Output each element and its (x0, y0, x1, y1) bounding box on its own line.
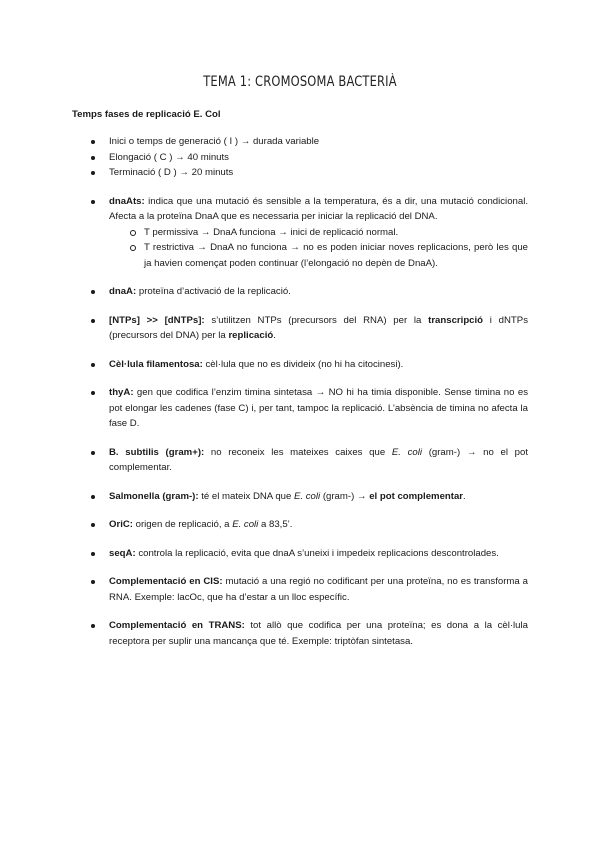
list-item-dnaats (72, 194, 528, 272)
definition: (gram-) → no el pot complementar. (109, 446, 528, 473)
list-item-dnaa (72, 284, 528, 300)
emphasis: replicació (228, 330, 274, 341)
term: thyA: (109, 387, 134, 398)
definition: indica que una mutació és sensible a la temperatura, és a dir, una mutació condicional. Afecta a la proteïna DnaA que es necessaria per iniciar la replicació del DNA. (109, 195, 528, 222)
term: [NTPs] >> [dNTPs]: (109, 314, 205, 326)
term: B. subtilis (gram+): (109, 446, 205, 458)
sub-list-item: T permissiva → DnaA funciona → inici de replicació normal. (109, 225, 528, 241)
term: Salmonella (gram-): (109, 490, 199, 502)
definition: proteïna d’activació de la replicació. (136, 286, 291, 297)
definition: (gram-) → (320, 490, 370, 502)
definition: i dNTPs (precursors del DNA) per la (109, 314, 528, 341)
definition: a 83,5’. (258, 519, 293, 530)
list-item-thya (72, 385, 528, 432)
list-item: Inici o temps de generació ( I ) → durada variable (72, 134, 528, 150)
definition: no reconeix les mateixes caixes que (204, 446, 392, 458)
list-item-cis (72, 574, 528, 605)
list-item: Elongació ( C ) → 40 minuts (72, 150, 528, 166)
species-name: E. coli (391, 446, 423, 458)
emphasis: transcripció (428, 314, 484, 326)
list-item: Terminació ( D ) → 20 minuts (72, 165, 528, 181)
definition: controla la replicació, evita que dnaA s’uneixi i impedeix replicacions descontrolades. (135, 547, 499, 559)
term: OriC: (109, 519, 133, 530)
sub-list-item: T restrictiva → DnaA no funciona → no es poden iniciar noves replicacions, però les que ja havien començat poden continuar (l’elongació no depèn de DnaA). (109, 240, 528, 271)
list-item-trans (72, 618, 528, 649)
definition: origen de replicació, a (132, 519, 233, 530)
definition: s’utilitzen NTPs (precursors del RNA) per la (204, 314, 429, 326)
definition: gen que codifica l’enzim timina sintetasa → NO hi ha timia disponible. Sense timina no es pot elongar les cadenes (fase C) i, per tant, tampoc la replicació. L’absència de timina no afecta la fase D. (109, 387, 528, 429)
page-title: TEMA 1: CROMOSOMA BACTERIÀ (203, 74, 397, 90)
term: Complementació en CIS: (109, 576, 223, 587)
term: Complementació en TRANS: (109, 620, 245, 631)
section-subtitle: Temps fases de replicació E. Col (72, 109, 221, 120)
definition: . (273, 330, 276, 341)
sub-list (109, 225, 528, 272)
species-name: E. coli (232, 519, 259, 530)
term: dnaA: (109, 286, 137, 297)
definition: cèl·lula que no es divideix (no hi ha citocinesi). (202, 358, 404, 370)
notes-list (72, 134, 528, 649)
list-item-ntps (72, 313, 528, 344)
definition: té el mateix DNA que (198, 490, 295, 502)
list-item-salmonella (72, 489, 528, 505)
list-item-seqa (72, 546, 528, 562)
list-item-celula (72, 357, 528, 373)
emphasis: el pot complementar (369, 490, 464, 502)
definition: . (463, 490, 466, 502)
species-name: E. coli (294, 490, 321, 502)
definition: tot allò que codifica per una proteïna; es dona a la cèl·lula receptora per suplir una mancança que té. Exemple: triptòfan sintetasa. (109, 620, 528, 647)
term: Cèl·lula filamentosa: (109, 358, 203, 370)
list-item-oric (72, 517, 528, 533)
list-item-bsubtilis (72, 445, 528, 476)
term: dnaAts: (109, 195, 145, 207)
definition: mutació a una regió no codificant per una proteïna, no es transforma a RNA. Exemple: lacOc, que ha d’estar a un lloc específic. (109, 576, 528, 603)
term: seqA: (109, 547, 136, 559)
